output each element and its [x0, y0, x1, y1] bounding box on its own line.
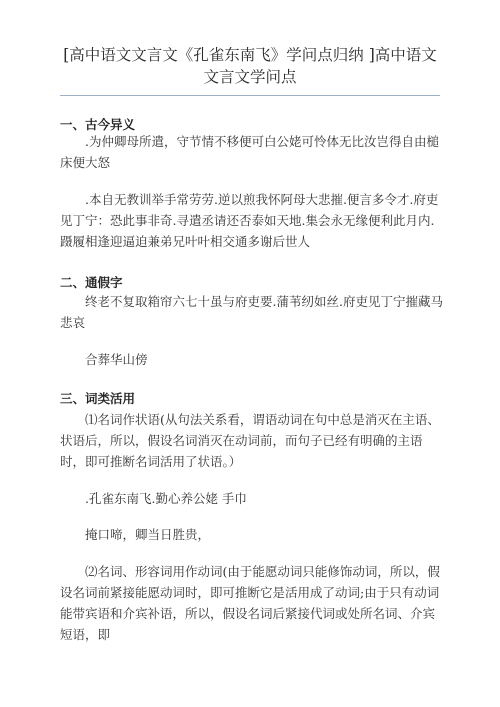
- paragraph: 合葬华山傍: [85, 352, 148, 367]
- section-heading-tongjiazi: 二、通假字: [60, 275, 123, 290]
- paragraph: .本自无教训举手常劳劳.逆以煎我怀阿母大悲摧.便言多令才.府吏见丁宁：恐此事非奇.寻遣丞请还否泰如天地.集会永无缘便利此月内.蹑履相逢迎逼迫兼弟兄叶叶相交通多谢后世人: [60, 192, 439, 249]
- title-line-2: 文言文学问点: [203, 68, 297, 86]
- paragraph: .孔雀东南飞.勤心养公姥 手巾: [85, 491, 247, 506]
- paragraph: .为仲卿母所遣，守节情不移便可白公姥可怜体无比汝岂得自由槌床便大怒: [60, 134, 439, 170]
- document-title: [60, 44, 440, 88]
- paragraph: ⑴名词作状语(从句法关系看，谓语动词在句中总是消灭在主语、状语后，所以，假设名词消灭在动词前，而句子已经有明确的主语时，即可推断名词活用了状语。）: [60, 412, 440, 469]
- title-line-1: [高中语文文言文《孔雀东南飞》学问点归纳 ]高中语文: [63, 46, 437, 64]
- paragraph: 终老不复取箱帘六七十虽与府吏要.蒲苇纫如丝.府吏见丁宁摧藏马悲哀: [60, 294, 443, 330]
- title-divider: [60, 95, 440, 96]
- paragraph: ⑵名词、形容词用作动词(由于能愿动词只能修饰动词，所以，假设名词前紧接能愿动词时，即可推断它是活用成了动词;由于只有动词能带宾语和介宾补语，所以，假设名词后紧接代词或处所名词、介宾短语，即: [60, 564, 440, 642]
- section-heading-cilei-huoyong: 三、词类活用: [60, 391, 136, 406]
- paragraph: 掩口啼，卿当日胜贵，: [85, 527, 211, 542]
- section-heading-gujin-yiyi: 一、古今异义: [60, 117, 136, 132]
